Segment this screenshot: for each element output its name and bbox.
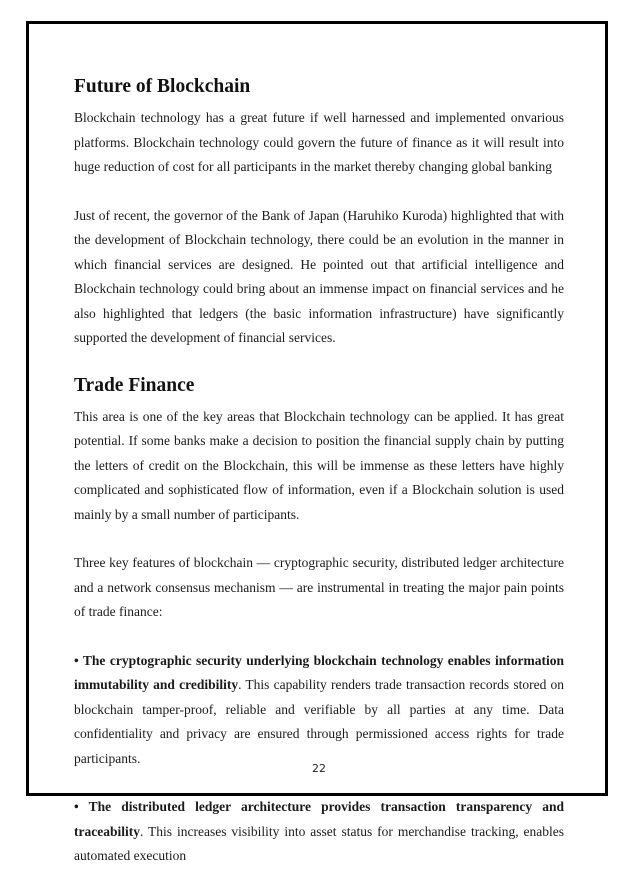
bullet-2-lead: • The distributed ledger architecture provides transaction transparency and traceability xyxy=(74,799,564,839)
document-body xyxy=(74,74,564,869)
paragraph-trade-2: Three key features of blockchain — cryptographic security, distributed ledger architecture and a network consensus mechanism — are instrumental in treating the major pain points of trade finance: xyxy=(74,555,564,619)
section-future-of-blockchain xyxy=(74,74,564,351)
paragraph-trade-1: This area is one of the key areas that Blockchain technology can be applied. It has great potential. If some banks make a decision to position the financial supply chain by putting the letters of credit on the Blockchain, this will be immense as these letters have highly complicated and sophisticated flow of information, even if a Blockchain solution is used mainly by a small number of participants. xyxy=(74,408,564,522)
bullet-1-text: . This capability renders trade transaction records stored on blockchain tamper-proof, reliable and verifiable by all parties at any time. Data confidentiality and privacy are ensured through permissioned access rights for trade participants. xyxy=(74,677,564,766)
bullet-cryptographic-security xyxy=(74,649,564,772)
bullet-distributed-ledger xyxy=(74,795,564,869)
section-heading-trade: Trade Finance xyxy=(74,374,195,396)
section-trade-finance xyxy=(74,373,564,869)
paragraph-future-2: Just of recent, the governor of the Bank of Japan (Haruhiko Kuroda) highlighted that with the development of Blockchain technology, there could be an evolution in the manner in which financial services are designed. He pointed out that artificial intelligence and Blockchain technology could bring about an immense impact on financial services and he also highlighted that ledgers (the basic information infrastructure) have significantly supported the development of financial services. xyxy=(74,207,564,345)
page-number: 22 xyxy=(312,762,326,775)
paragraph-future-1: Blockchain technology has a great future if well harnessed and implemented onvarious platforms. Blockchain technology could govern the future of finance as it will result into huge reduction of cost for all participants in the market thereby changing global banking xyxy=(74,110,564,174)
section-heading-future: Future of Blockchain xyxy=(74,76,251,97)
bullet-1-lead: • The cryptographic security underlying blockchain technology enables information immutability and credibility xyxy=(74,652,564,692)
bullet-2-text: . This increases visibility into asset status for merchandise tracking, enables automated execution xyxy=(74,823,564,863)
